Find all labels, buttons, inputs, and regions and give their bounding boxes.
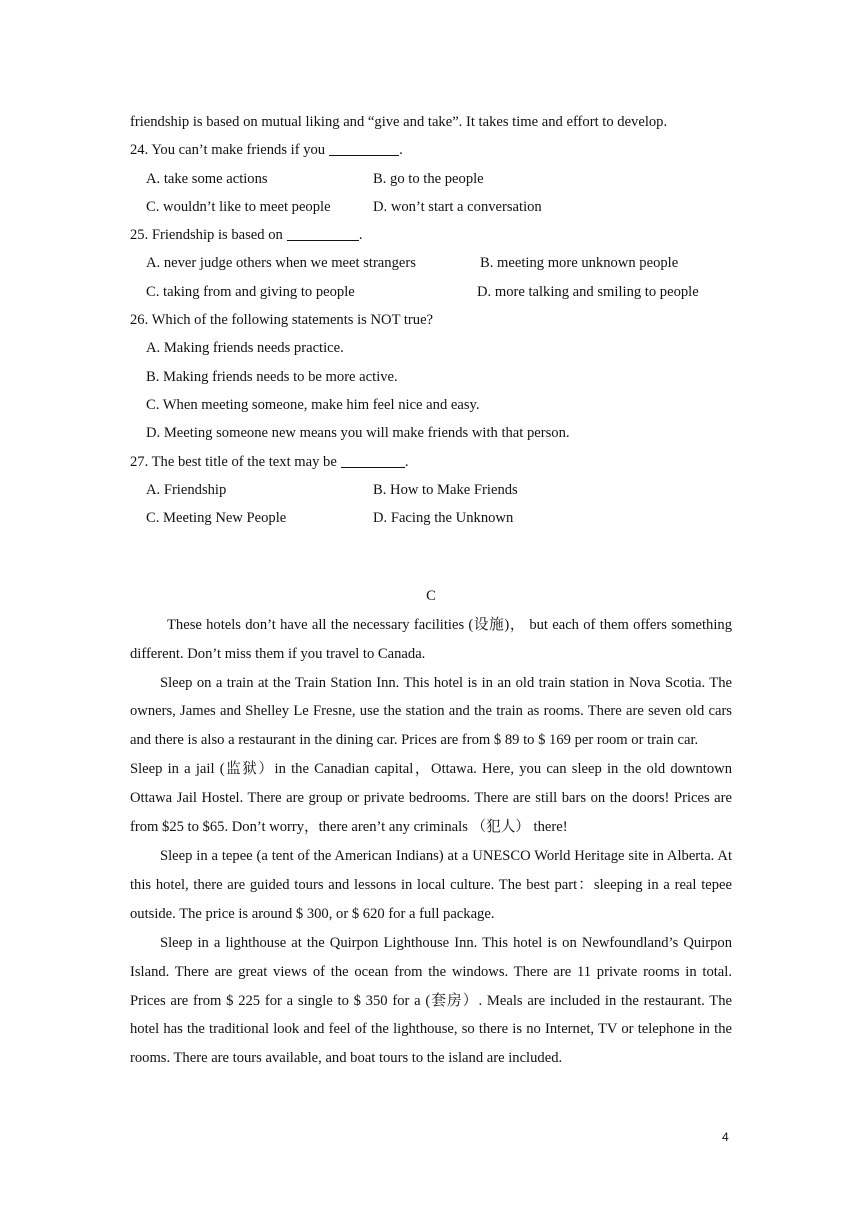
question-25-options-row-1 (130, 249, 732, 277)
question-26-stem: 26. Which of the following statements is NOT true? (130, 312, 434, 329)
section-c-title: C (426, 588, 436, 605)
passage-b-tail: friendship is based on mutual liking and “give and take”. It takes time and effort to develop. (130, 114, 668, 130)
option-24-c: C. wouldn’t like to meet people (146, 198, 331, 215)
option-27-c: C. Meeting New People (146, 510, 287, 527)
page-number: 4 (722, 1130, 729, 1144)
option-26-b: B. Making friends needs to be more active. (146, 368, 398, 385)
option-27-b: B. How to Make Friends (373, 481, 518, 498)
question-25-stem: 25. Friendship is based on . (130, 227, 363, 244)
section-gap (130, 532, 732, 582)
question-25-options-row-2 (130, 278, 732, 306)
answer-blank (287, 225, 359, 241)
section-c-paragraph-1: These hotels don’t have all the necessary facilities (设施)， but each of them offers something different. Don’t miss them if you travel to Canada. (130, 616, 732, 662)
question-24-stem: 24. You can’t make friends if you . (130, 142, 403, 159)
option-25-b: B. meeting more unknown people (480, 255, 679, 272)
option-26-a: A. Making friends needs practice. (146, 340, 344, 357)
question-27-stem: 27. The best title of the text may be . (130, 453, 409, 470)
option-25-d: D. more talking and smiling to people (477, 283, 699, 300)
option-26-d: D. Meeting someone new means you will make friends with that person. (146, 425, 570, 442)
option-24-a: A. take some actions (146, 170, 268, 187)
section-c-paragraph-3: Sleep in a jail (监狱）in the Canadian capital，Ottawa. Here, you can sleep in the old downtown Ottawa Jail Hostel. There are group or private bedrooms. There are still bars on the doors! Prices are from $25 to $65. Don’t worry，there aren’t any criminals （犯人） there! (130, 761, 732, 836)
answer-blank (341, 452, 405, 468)
option-25-c: C. taking from and giving to people (146, 283, 355, 300)
option-25-a: A. never judge others when we meet strangers (146, 255, 416, 272)
question-27-options-row-2 (130, 504, 732, 532)
option-24-d: D. won’t start a conversation (373, 198, 542, 215)
question-27-options-row-1 (130, 476, 732, 504)
option-27-d: D. Facing the Unknown (373, 510, 514, 527)
answer-blank (329, 140, 399, 156)
section-c-paragraph-2: Sleep on a train at the Train Station Inn. This hotel is in an old train station in Nova Scotia. The owners, James and Shelley Le Fresne, use the station and the train as rooms. There are seven old cars and there is also a restaurant in the dining car. Prices are from $ 89 to $ 169 per room or train car. (130, 674, 732, 749)
option-24-b: B. go to the people (373, 170, 484, 187)
option-27-a: A. Friendship (146, 481, 227, 498)
option-26-c: C. When meeting someone, make him feel nice and easy. (146, 396, 480, 413)
section-c-paragraph-5: Sleep in a lighthouse at the Quirpon Lighthouse Inn. This hotel is on Newfoundland’s Quirpon Island. There are great views of the ocean from the windows. There are 11 private rooms in total. Prices are from $ 225 for a single to $ 350 for a (套房）. Meals are included in the restaurant. The hotel has the traditional look and feel of the lighthouse, so there is no Internet, TV or telephone in the rooms. There are tours available, and boat tours to the island are included. (130, 934, 732, 1067)
question-24-options-row-1 (130, 165, 732, 193)
section-c-paragraph-4: Sleep in a tepee (a tent of the American Indians) at a UNESCO World Heritage site in Alberta. At this hotel, there are guided tours and lessons in local culture. The best part：sleeping in a real tepee outside. The price is around $ 300, or $ 620 for a full package. (130, 848, 732, 922)
page-content (130, 108, 732, 1073)
question-24-options-row-2 (130, 193, 732, 221)
